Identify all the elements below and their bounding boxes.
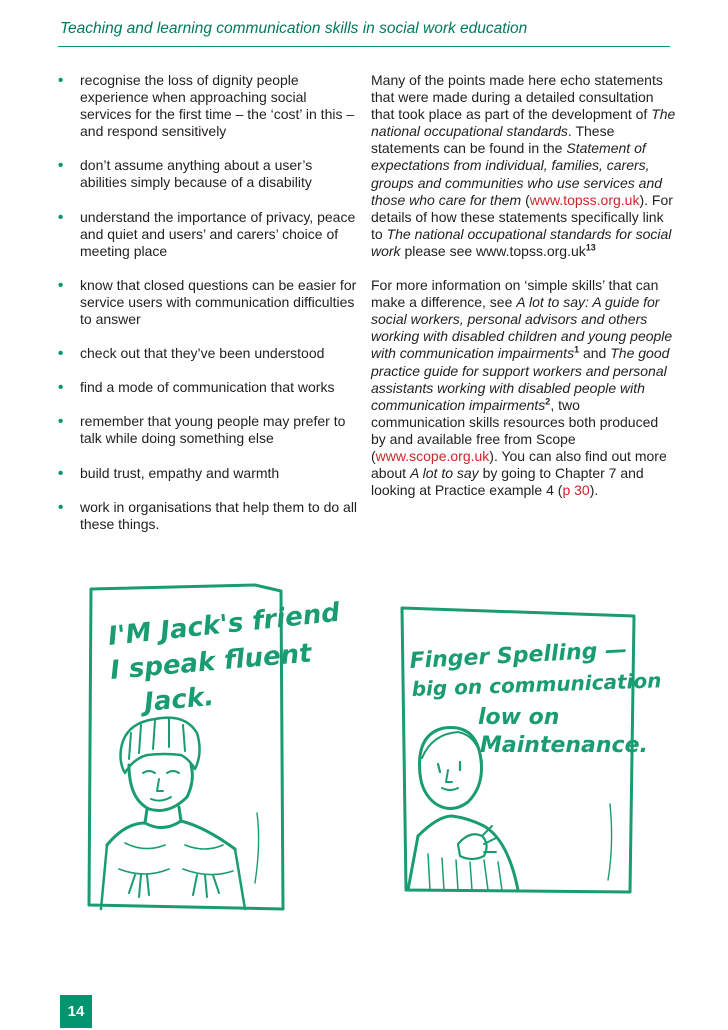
- bullet-marker: •: [58, 72, 64, 89]
- bullet-text: check out that they’ve been understood: [80, 345, 325, 362]
- cartoon2-caption-line2: big on communication: [411, 668, 662, 701]
- bullet-marker: •: [58, 413, 64, 431]
- para2-italic-1: A lot to say: A guide for social workers, personal advisors and others working with disabled children and young people with communication impairments: [371, 294, 673, 362]
- paragraph-simple-skills: [371, 277, 676, 499]
- bullet-marker: •: [58, 379, 64, 397]
- bullet-text: find a mode of communication that works: [80, 379, 335, 396]
- bullet-item: [58, 72, 358, 140]
- footnote-ref-1: 1: [574, 344, 580, 355]
- bullet-marker: •: [58, 464, 64, 482]
- para2-italic-3: A lot to say: [409, 465, 479, 482]
- bullet-text: know that closed questions can be easier for service users with communication difficulties to answer: [80, 276, 357, 328]
- para2-text-3: , two communication skills resources both produced by and available free from Scope (: [371, 396, 659, 464]
- page-number: 14: [60, 995, 92, 1028]
- para2-italic-2: The good practice guide for support workers and personal assistants working with disabled people with communication impairments: [371, 345, 670, 413]
- bullet-marker: •: [58, 276, 64, 294]
- cartoon-finger-spelling: [398, 604, 662, 894]
- para1-italic-2: Statement of expectations from individual, families, carers, groups and communities who use services and those who care for them: [371, 140, 663, 208]
- para1-text-5: please see www.topss.org.uk: [400, 242, 586, 259]
- footnote-ref-2: 2: [545, 396, 551, 407]
- para2-text-1: For more information on ‘simple skills’ that can make a difference, see: [371, 277, 659, 311]
- bullet-marker: •: [58, 498, 64, 516]
- bullet-item: [58, 413, 358, 447]
- para1-text-4: ). For details of how these statements specifically link to: [371, 191, 673, 242]
- cartoon2-caption-line4: Maintenance.: [480, 733, 648, 758]
- para2-text-6: ).: [589, 482, 599, 499]
- para2-text-5: by going to Chapter 7 and looking at Practice example 4 (: [371, 465, 644, 499]
- bullet-item: [58, 345, 358, 362]
- bullet-text: don’t assume anything about a user’s abilities simply because of a disability: [80, 157, 313, 191]
- bullet-item: [58, 379, 358, 396]
- bullet-marker: •: [58, 208, 64, 226]
- bullet-marker: •: [58, 345, 64, 363]
- running-header: Teaching and learning communication skills in social work education: [60, 20, 528, 37]
- cartoon1-caption-line1: I'M Jack's friend: [106, 597, 342, 652]
- para1-italic-1: The national occupational standards: [371, 106, 676, 140]
- bullet-item: [58, 465, 358, 482]
- para1-text-3: (: [521, 191, 530, 208]
- cartoon1-caption-line2: I speak fluent: [108, 638, 313, 686]
- para1-italic-3: The national occupational standards for social work: [371, 225, 672, 259]
- footnote-ref-13: 13: [585, 242, 596, 253]
- topss-link[interactable]: www.topss.org.uk: [529, 191, 640, 208]
- bullet-text: work in organisations that help them to do all these things.: [80, 498, 358, 532]
- page-30-link[interactable]: p 30: [562, 482, 590, 499]
- cartoon2-caption-line3: low on: [478, 705, 560, 730]
- bullet-text: recognise the loss of dignity people experience when approaching social services for the first time – the ‘cost’ in this – and respond sensitively: [80, 72, 355, 140]
- bullet-text: build trust, empathy and warmth: [80, 464, 280, 481]
- bullet-item: [58, 277, 358, 328]
- cartoon-finger-spelling-drawing: [398, 604, 662, 894]
- para1-text-2: . These statements can be found in the: [371, 123, 615, 157]
- cartoon1-caption-line3: Jack.: [142, 682, 216, 718]
- para2-text-4: ). You can also find out more about: [371, 447, 667, 482]
- cartoon-jacks-friend-drawing: [85, 583, 342, 913]
- bullet-marker: •: [58, 157, 64, 175]
- bullet-text: remember that young people may prefer to talk while doing something else: [80, 413, 346, 447]
- para2-text-2: and: [579, 345, 611, 362]
- bullet-item: [58, 157, 358, 191]
- bullet-column: [58, 72, 358, 550]
- cartoon2-caption-line1: Finger Spelling —: [409, 637, 628, 674]
- bullet-item: [58, 209, 358, 260]
- scope-link[interactable]: www.scope.org.uk: [375, 447, 490, 464]
- text-column: [371, 72, 676, 516]
- cartoon-jacks-friend: [85, 583, 342, 913]
- bullet-text: understand the importance of privacy, peace and quiet and users’ and carers’ choice of meeting place: [80, 208, 356, 259]
- para1-text-1: Many of the points made here echo statements that were made during a detailed consultation that took place as part of the development of: [371, 72, 663, 123]
- bullet-item: [58, 499, 358, 533]
- bullet-list: [58, 72, 358, 533]
- header-divider: [58, 46, 670, 47]
- paragraph-standards: [371, 72, 676, 260]
